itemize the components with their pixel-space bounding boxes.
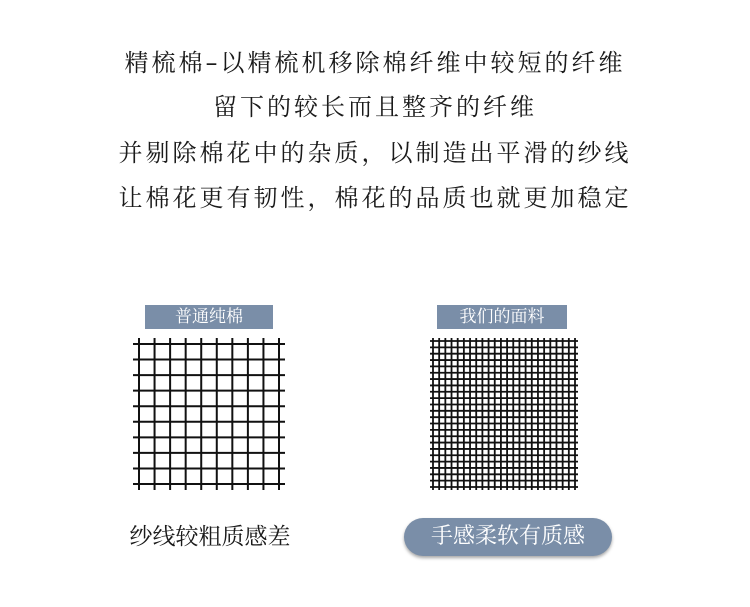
caption-our-fabric: 手感柔软有质感 <box>404 518 612 556</box>
coarse-weave-grid-icon <box>133 338 285 490</box>
tag-regular-cotton: 普通纯棉 <box>145 305 273 329</box>
headline-line-2: 留下的较长而且整齐的纤维 <box>213 93 537 121</box>
headline-line-3: 并剔除棉花中的杂质，以制造出平滑的纱线 <box>118 139 632 167</box>
tag-our-fabric: 我们的面料 <box>437 305 567 329</box>
headline-line-1: 精梳棉–以精梳机移除棉纤维中较短的纤维 <box>124 49 626 77</box>
caption-regular-cotton: 纱线较粗质感差 <box>129 524 291 550</box>
fine-weave-grid-icon <box>430 338 578 490</box>
headline-line-4: 让棉花更有韧性，棉花的品质也就更加稳定 <box>118 184 632 212</box>
